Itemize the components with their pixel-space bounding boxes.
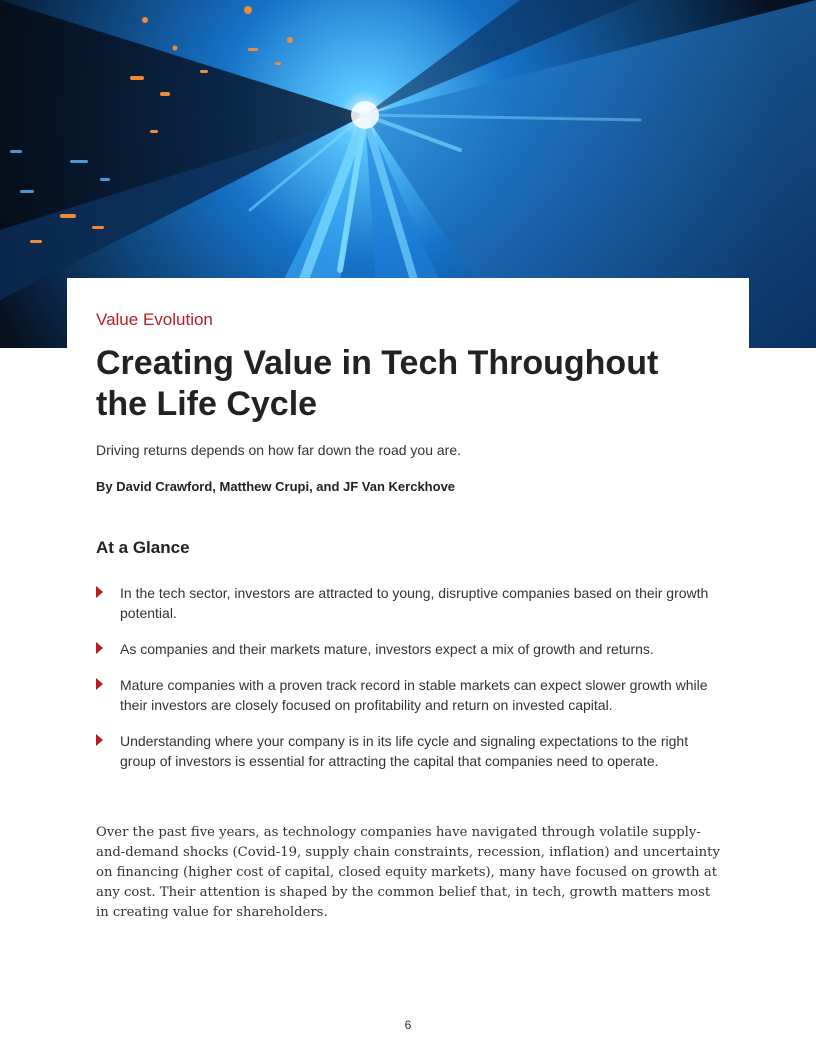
list-item (96, 731, 716, 771)
triangle-bullet-icon (96, 642, 103, 654)
list-item (96, 675, 716, 715)
byline: By David Crawford, Matthew Crupi, and JF Van Kerckhove (96, 479, 456, 494)
list-item (96, 583, 716, 623)
body-paragraph: Over the past five years, as technology companies have navigated through volatile supply-and-demand shocks (Covid-19, supply chain constraints, recession, inflation) and uncertainty on financing (higher cost of capital, closed equity markets), many have focused on growth at any cost. Their attention is shaped by the common belief that, in tech, growth matters most in creating value for shareholders. (96, 825, 720, 920)
page-title: Creating Value in Tech Throughout the Life Cycle (96, 344, 659, 423)
list-item-text: Understanding where your company is in its life cycle and signaling expectations to the right group of investors is essential for attracting the capital that companies need to operate. (120, 733, 689, 769)
triangle-bullet-icon (96, 586, 103, 598)
subtitle: Driving returns depends on how far down the road you are. (96, 442, 461, 458)
at-a-glance-list (96, 583, 716, 787)
triangle-bullet-icon (96, 678, 103, 690)
list-item-text: In the tech sector, investors are attracted to young, disruptive companies based on their growth potential. (120, 585, 709, 621)
list-item-text: Mature companies with a proven track record in stable markets can expect slower growth while their investors are closely focused on profitability and return on invested capital. (120, 677, 708, 713)
list-item (96, 639, 716, 659)
section-kicker: Value Evolution (96, 310, 213, 329)
page-number: 6 (404, 1018, 412, 1032)
list-item-text: As companies and their markets mature, investors expect a mix of growth and returns. (120, 641, 654, 657)
triangle-bullet-icon (96, 734, 103, 746)
at-a-glance-heading: At a Glance (96, 538, 190, 557)
